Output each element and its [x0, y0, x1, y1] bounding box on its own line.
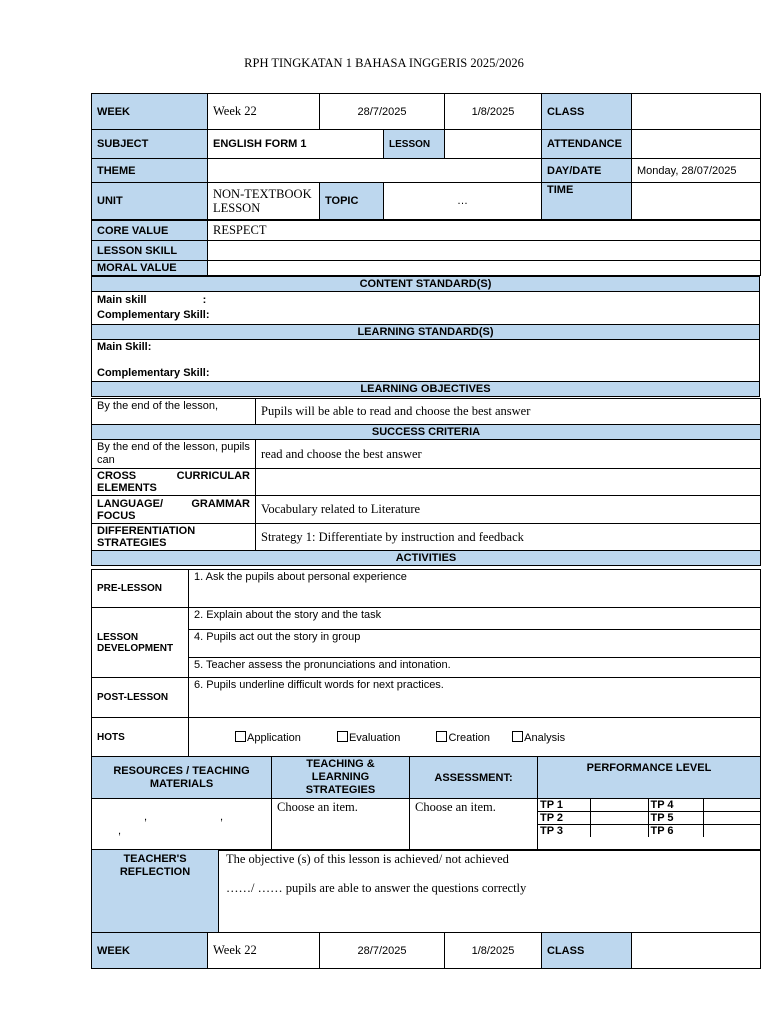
checkbox-icon[interactable]: [337, 731, 348, 742]
resources-table: [91, 756, 761, 851]
date-start[interactable]: 28/7/2025: [320, 94, 445, 130]
resources-label: RESOURCES / TEACHING MATERIALS: [92, 757, 272, 799]
hots-application-option[interactable]: Application: [235, 732, 301, 744]
subject-value[interactable]: ENGLISH FORM 1: [208, 130, 384, 159]
footer-date-start[interactable]: 28/7/2025: [320, 933, 445, 969]
activities-heading: ACTIVITIES: [92, 551, 761, 566]
checkbox-icon[interactable]: [235, 731, 246, 742]
hots-evaluation-option[interactable]: Evaluation: [337, 732, 400, 744]
week-label: WEEK: [92, 94, 208, 130]
tp4-value[interactable]: [703, 799, 761, 812]
performance-level-label: PERFORMANCE LEVEL: [538, 757, 761, 799]
tp2-label: TP 2: [538, 812, 590, 825]
reflection-line-2[interactable]: ……/ …… pupils are able to answer the questions correctly: [226, 881, 527, 895]
differentiation-label: DIFFERENTIATION STRATEGIES: [92, 524, 256, 551]
checkbox-icon[interactable]: [512, 731, 523, 742]
unit-value[interactable]: NON-TEXTBOOK LESSON: [208, 183, 320, 220]
tp1-value[interactable]: [590, 799, 648, 812]
development-step-1[interactable]: 2. Explain about the story and the task: [189, 608, 761, 630]
objectives-value[interactable]: Pupils will be able to read and choose the best answer: [256, 399, 761, 425]
pre-lesson-label: PRE-LESSON: [92, 570, 189, 608]
tp3-value[interactable]: [590, 825, 648, 838]
topic-label: TOPIC: [320, 183, 384, 220]
tp1-label: TP 1: [538, 799, 590, 812]
time-label: TIME: [542, 183, 632, 220]
development-step-3[interactable]: 5. Teacher assess the pronunciations and intonation.: [189, 658, 761, 678]
lesson-label: LESSON: [384, 130, 445, 159]
teaching-strategy-dropdown[interactable]: Choose an item.: [272, 799, 410, 851]
learning-objectives-heading: LEARNING OBJECTIVES: [92, 382, 760, 397]
hots-creation-option[interactable]: Creation: [436, 732, 490, 744]
tp4-label: TP 4: [648, 799, 703, 812]
performance-level-grid: [538, 799, 761, 837]
attendance-label: ATTENDANCE: [542, 130, 632, 159]
learning-complementary-skill: Complementary Skill:: [97, 367, 210, 379]
success-criteria-label: By the end of the lesson, pupils can: [92, 440, 256, 469]
language-focus-value[interactable]: Vocabulary related to Literature: [256, 496, 761, 524]
footer-week-value[interactable]: Week 22: [208, 933, 320, 969]
lesson-skill-value[interactable]: [208, 241, 761, 261]
assessment-dropdown[interactable]: Choose an item.: [410, 799, 538, 851]
theme-label: THEME: [92, 159, 208, 183]
assessment-label: ASSESSMENT:: [410, 757, 538, 799]
standards-table: [91, 276, 760, 397]
activities-table: [91, 569, 761, 757]
tp5-label: TP 5: [648, 812, 703, 825]
values-table: [91, 220, 761, 276]
hots-label: HOTS: [92, 718, 189, 757]
daydate-value[interactable]: Monday, 28/07/2025: [632, 159, 761, 183]
footer-week-label: WEEK: [92, 933, 208, 969]
lesson-value[interactable]: [445, 130, 542, 159]
unit-label: UNIT: [92, 183, 208, 220]
tp5-value[interactable]: [703, 812, 761, 825]
attendance-value[interactable]: [632, 130, 761, 159]
resources-value-1[interactable]: ,: [144, 811, 148, 823]
time-value[interactable]: [632, 183, 761, 220]
success-criteria-heading: SUCCESS CRITERIA: [92, 425, 761, 440]
learning-standard-heading: LEARNING STANDARD(S): [92, 325, 760, 340]
content-main-skill-colon: :: [202, 294, 207, 306]
document-title: RPH TINGKATAN 1 BAHASA INGGERIS 2025/2026: [244, 56, 524, 70]
footer-class-label: CLASS: [542, 933, 632, 969]
class-label: CLASS: [542, 94, 632, 130]
hots-analysis-option[interactable]: Analysis: [512, 732, 565, 744]
cross-curricular-label: CROSS CURRICULAR ELEMENTS: [92, 469, 256, 496]
date-end[interactable]: 1/8/2025: [445, 94, 542, 130]
learning-main-skill: Main Skill:: [97, 341, 152, 353]
theme-value[interactable]: [208, 159, 542, 183]
week-value[interactable]: Week 22: [208, 94, 320, 130]
topic-value[interactable]: …: [384, 183, 542, 220]
language-focus-label: LANGUAGE/ GRAMMAR FOCUS: [92, 496, 256, 524]
content-main-skill: Main skill: [97, 294, 147, 306]
daydate-label: DAY/DATE: [542, 159, 632, 183]
resources-value-3[interactable]: ,: [118, 825, 122, 837]
checkbox-icon[interactable]: [436, 731, 447, 742]
post-lesson-step-1[interactable]: 6. Pupils underline difficult words for next practices.: [189, 678, 761, 718]
success-criteria-value[interactable]: read and choose the best answer: [256, 440, 761, 469]
post-lesson-label: POST-LESSON: [92, 678, 189, 718]
teaching-strategies-label: TEACHING & LEARNING STRATEGIES: [272, 757, 410, 799]
core-value-value[interactable]: RESPECT: [208, 221, 761, 241]
objectives-label: By the end of the lesson,: [92, 399, 256, 425]
cross-curricular-value[interactable]: [256, 469, 761, 496]
footer-date-end[interactable]: 1/8/2025: [445, 933, 542, 969]
lesson-development-label: LESSON DEVELOPMENT: [92, 608, 189, 678]
header-table: [91, 93, 761, 220]
footer-table: [91, 932, 761, 969]
class-value[interactable]: [632, 94, 761, 130]
subject-label: SUBJECT: [92, 130, 208, 159]
moral-value-value[interactable]: [208, 261, 761, 276]
teacher-reflection-label: TEACHER'S REFLECTION: [92, 850, 219, 933]
differentiation-value[interactable]: Strategy 1: Differentiate by instruction and feedback: [256, 524, 761, 551]
tp6-label: TP 6: [648, 825, 703, 838]
moral-value-label: MORAL VALUE: [92, 261, 208, 276]
lesson-skill-label: LESSON SKILL: [92, 241, 208, 261]
development-step-2[interactable]: 4. Pupils act out the story in group: [189, 630, 761, 658]
reflection-line-1[interactable]: The objective (s) of this lesson is achieved/ not achieved: [226, 852, 509, 866]
content-standard-heading: CONTENT STANDARD(S): [92, 277, 760, 292]
pre-lesson-step-1[interactable]: 1. Ask the pupils about personal experience: [189, 570, 761, 608]
tp2-value[interactable]: [590, 812, 648, 825]
tp3-label: TP 3: [538, 825, 590, 838]
reflection-table: [91, 849, 761, 933]
resources-value-2[interactable]: ,: [220, 811, 224, 823]
core-value-label: CORE VALUE: [92, 221, 208, 241]
footer-class-value[interactable]: [632, 933, 761, 969]
objectives-table: [91, 398, 761, 566]
tp6-value[interactable]: [703, 825, 761, 838]
content-complementary-skill: Complementary Skill:: [97, 309, 210, 321]
